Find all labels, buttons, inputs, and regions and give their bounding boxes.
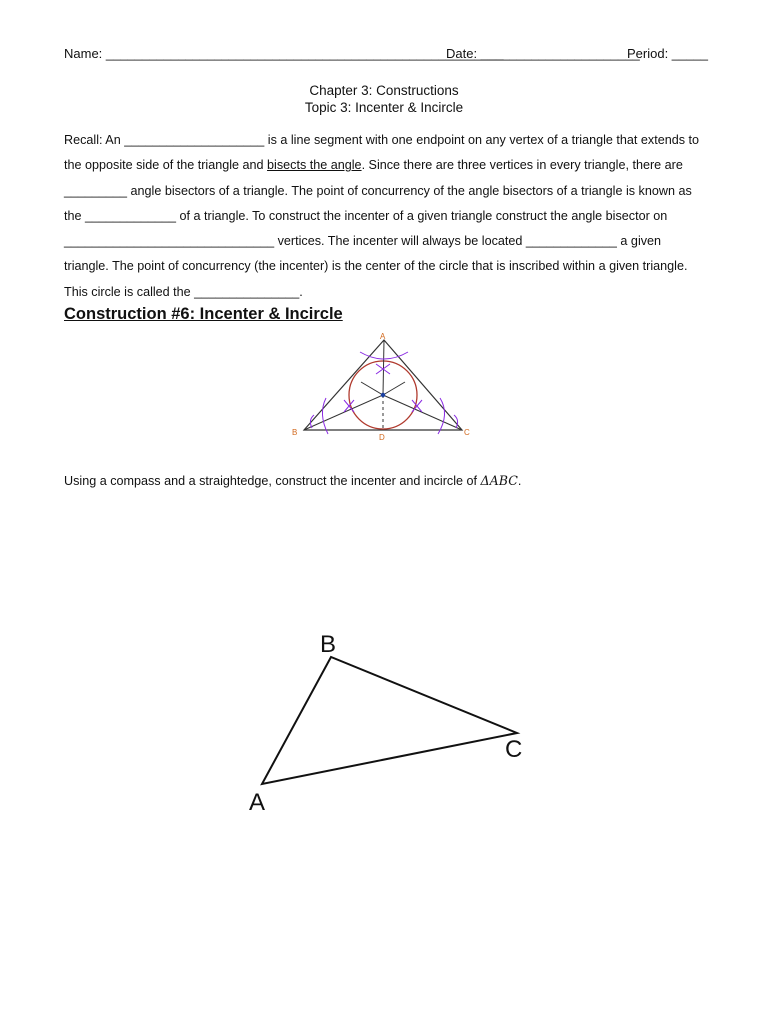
chapter-title: Chapter 3: Constructions	[309, 83, 459, 98]
triangle-abc-figure	[240, 620, 540, 830]
recall-text-part2: . Since there are three vertices in every triangle, there are _________ angle bisectors of a triangle. The point of concurrency of the angle bisectors of a triangle is known as the _____________ of a triangle. To construct the incenter of a given triangle construct the angle bisector on ______________________________ vertices. The incenter will always be located _____________ a given triangle. The point of concurrency (the incenter) is the center of the circle that is inscribed within a given triangle. This circle is called the _______________.	[64, 158, 692, 299]
bisector-tail-1	[361, 382, 383, 395]
name-field[interactable]: Name: _______________________________________________________	[64, 46, 504, 61]
instruction-body: Using a compass and a straightedge, construct the incenter and incircle of	[64, 474, 481, 488]
recall-underlined: bisects the angle	[267, 158, 362, 173]
bisector-b	[304, 395, 383, 430]
bisector-tail-2	[383, 382, 405, 395]
example-incircle-figure	[288, 330, 480, 442]
instruction-end: .	[517, 474, 522, 488]
example-incenter-point	[381, 393, 385, 397]
worksheet-titles	[0, 82, 768, 116]
label-c: C	[464, 428, 470, 437]
bisector-a	[383, 340, 384, 395]
vertex-a-label: A	[249, 789, 266, 816]
date-field[interactable]: Date: ______________________	[446, 46, 640, 61]
instruction-text	[64, 473, 521, 488]
label-b: B	[292, 428, 298, 437]
topic-title: Topic 3: Incenter & Incircle	[304, 100, 464, 115]
recall-text-part1: Recall: An ____________________ is a line segment with one endpoint on any vertex of a triangle that extends to the opposite side of the triangle and	[64, 133, 700, 173]
label-d: D	[379, 433, 385, 442]
period-field[interactable]: Period: _____	[627, 46, 708, 61]
section-title: Construction #6: Incenter & Incircle	[64, 305, 343, 323]
label-a: A	[380, 332, 386, 341]
vertex-b-label: B	[320, 631, 337, 658]
vertex-c-label: C	[505, 736, 523, 763]
triangle-abc	[262, 657, 517, 784]
bisector-c	[383, 395, 462, 430]
header-line	[64, 46, 708, 66]
recall-paragraph	[64, 128, 704, 305]
instruction-math: ΔABC	[480, 473, 518, 488]
